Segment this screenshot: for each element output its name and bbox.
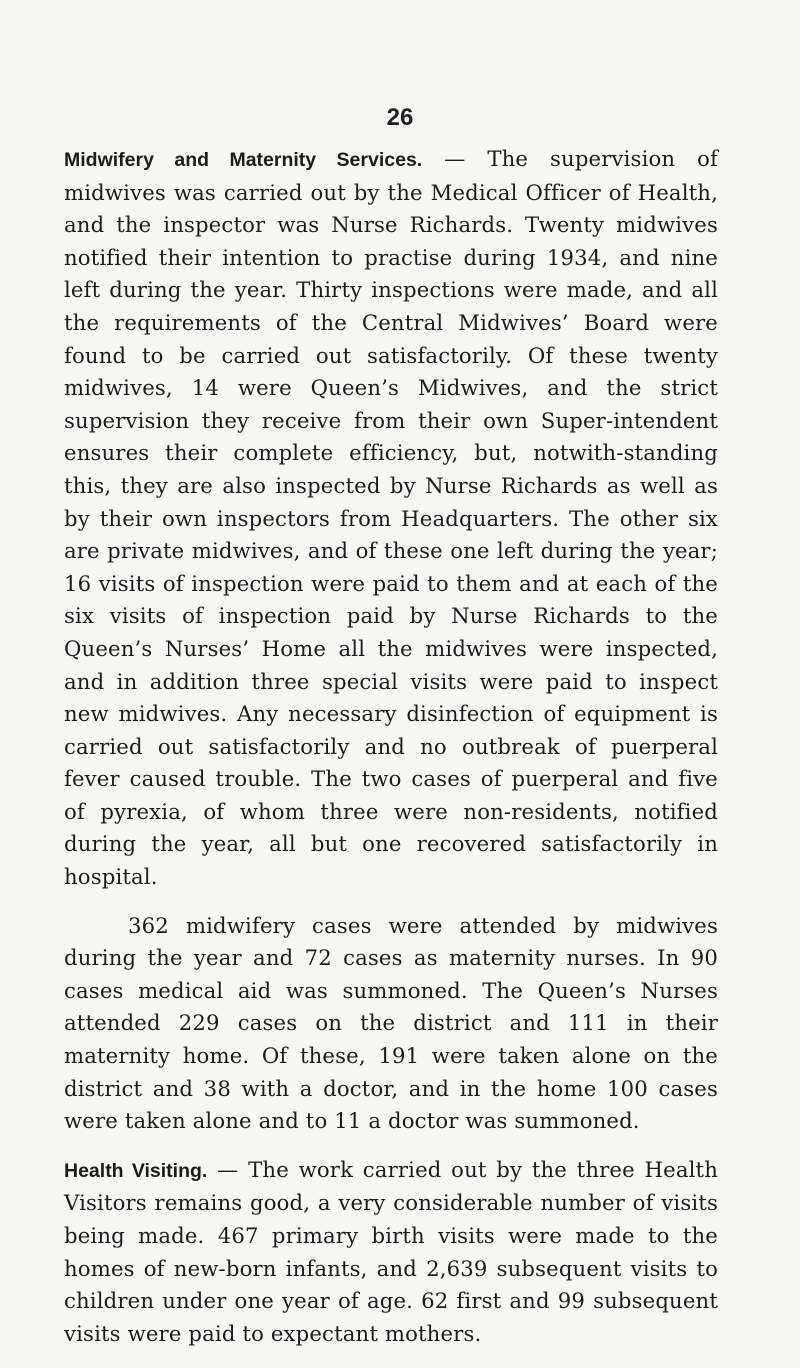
paragraph-midwifery bbox=[64, 143, 718, 894]
heading-health-visiting: Health Visiting. bbox=[64, 1159, 208, 1182]
paragraph-health-visiting-text: The work carried out by the three Health Visitors remains good, a very considerable number of visits being made. 467 primary birth visits were made to the homes of new-born infants, and 2,639 subsequent visits to children under one year of age. 62 first and 99 subsequent visits were paid to expectant mothers. bbox=[64, 1156, 719, 1346]
body-text bbox=[64, 143, 718, 1350]
paragraph-cases-text: 362 midwifery cases were attended by midwives during the year and 72 cases as maternity nurses. In 90 cases medical aid was summoned. The Queen’s Nurses attended 229 cases on the district and 111 in their maternity home. Of these, 191 were taken alone on the district and 38 with a doctor, and in the home 100 cases were taken alone and to 11 a doctor was summoned. bbox=[64, 912, 718, 1134]
heading-dash: — bbox=[207, 1156, 249, 1182]
heading-midwifery: Midwifery and Maternity Services. bbox=[64, 149, 423, 171]
paragraph-health-visiting bbox=[64, 1154, 718, 1351]
page-number: 26 bbox=[386, 104, 414, 131]
paragraph-midwifery-text: The supervision of midwives was carried out by the Medical Officer of Health, and the inspector was Nurse Richards. Twenty midwives notified their intention to practise during 1934, and nine left during the year. Thirty inspections were made, and all the requirements of the Central Midwives’ Board were found to be carried out satisfactorily. Of these twenty midwives, 14 were Queen’s Midwives, and the strict supervision they receive from their own Super-intendent ensures their complete efficiency, but, notwith-standing this, they are also inspected by Nurse Richards as well as by their own inspectors from Headquarters. The other six are private midwives, and of these one left during the year; 16 visits of inspection were paid to them and at each of the six visits of inspection paid by Nurse Richards to the Queen’s Nurses’ Home all the midwives were inspected, and in addition three special visits were paid to inspect new midwives. Any necessary disinfection of equipment is carried out satisfactorily and no outbreak of puerperal fever caused trouble. The two cases of puerperal and five of pyrexia, of whom three were non-residents, notified during the year, all but one recovered satisfactorily in hospital. bbox=[64, 146, 718, 890]
paragraph-cases bbox=[64, 910, 718, 1138]
heading-dash: — bbox=[422, 146, 488, 171]
